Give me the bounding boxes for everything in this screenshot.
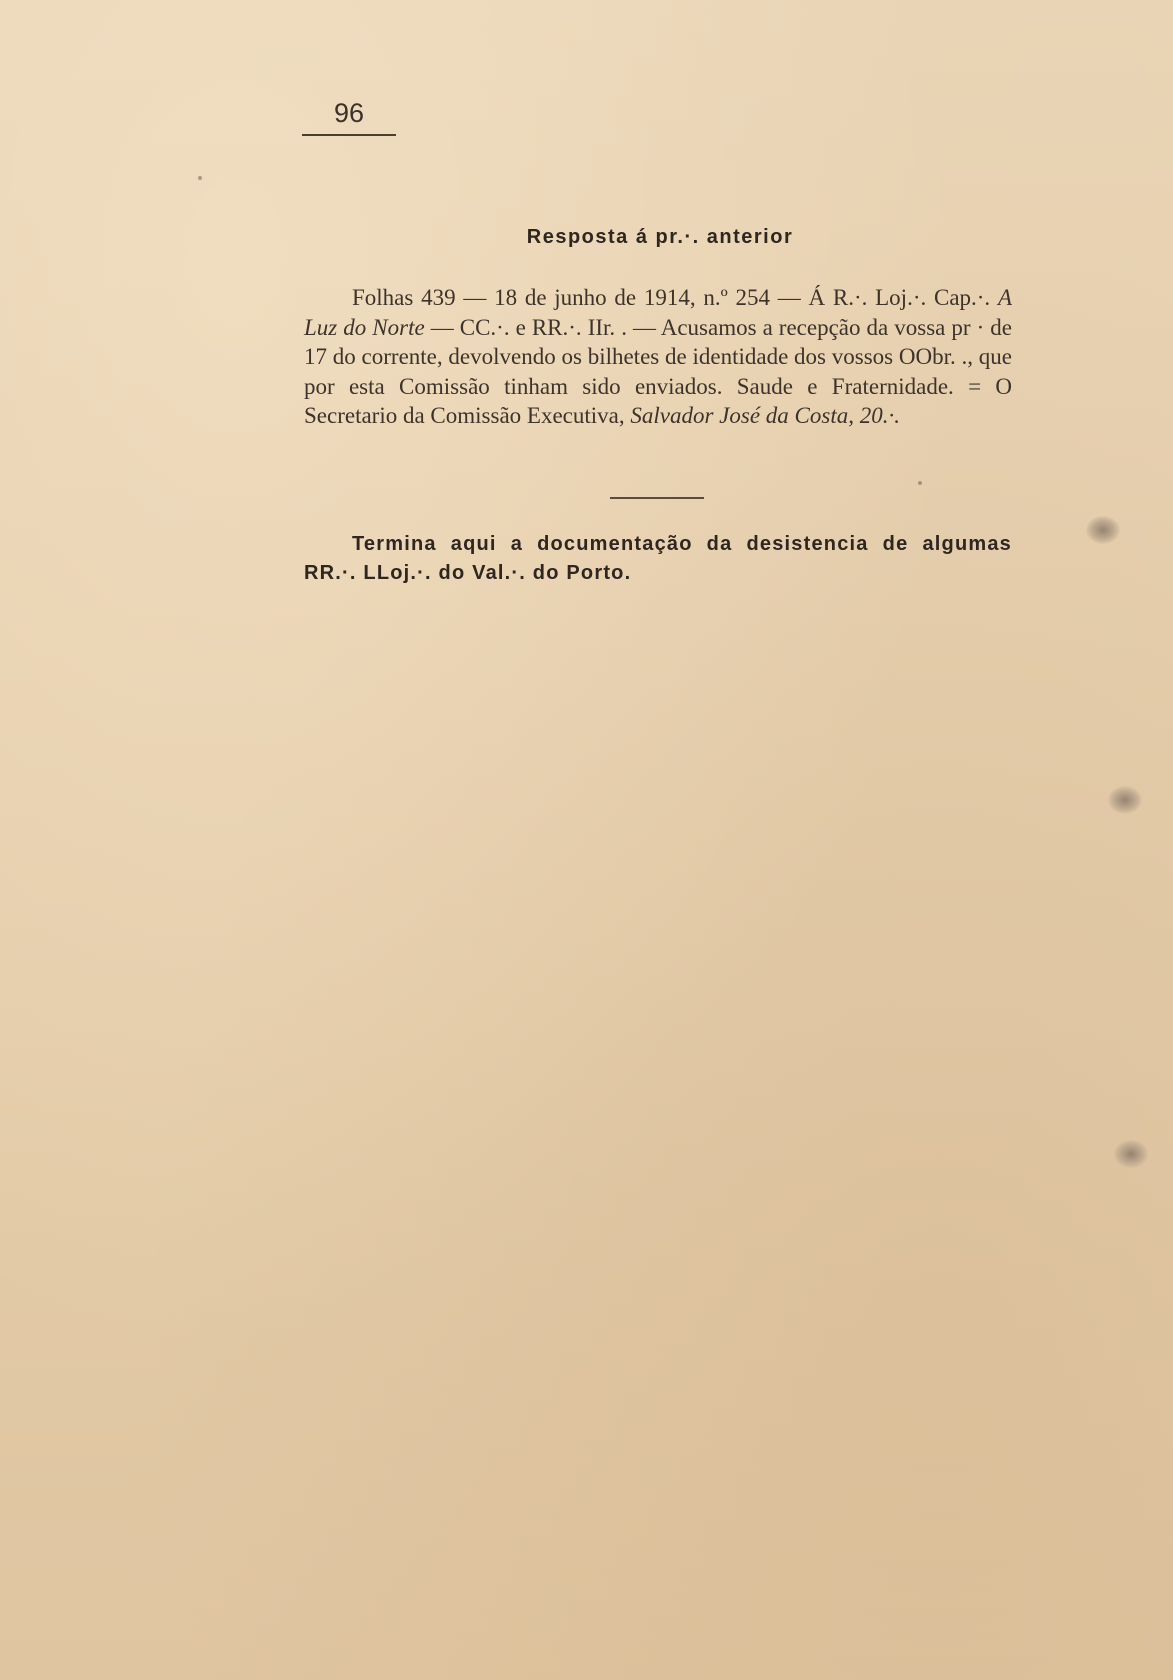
- letter-text-part2: — CC.·. e RR.·. IIr. . — Acusamos a recepção da vossa pr · de 17 do corrente, devolvendo os bilhetes de identidade dos vossos OObr. ., que por esta Comissão tinham sido enviados. Saude e Fraternidade. = O Secretario da Comissão Executiva,: [304, 314, 1012, 428]
- letter-paragraph: [304, 283, 1012, 431]
- section-separator: [610, 497, 704, 499]
- signatory-name: Salvador José da Costa, 20.·.: [630, 403, 900, 428]
- paper-speck: [198, 176, 202, 180]
- paper-speck: [918, 481, 922, 485]
- binding-hole-bottom: [1114, 1140, 1148, 1168]
- letter-text-part1: Folhas 439 — 18 de junho de 1914, n.º 254 — Á R.·. Loj.·. Cap.·.: [352, 285, 998, 310]
- closing-note-text: Termina aqui a documentação da desistencia de algumas RR.·. LLoj.·. do Val.·. do Porto.: [304, 533, 1012, 584]
- page-number-underline: [302, 134, 396, 136]
- page-number-container: [302, 96, 396, 130]
- section-heading: Resposta á pr.·. anterior: [526, 226, 794, 248]
- page-number: 96: [333, 98, 365, 128]
- lodge-name: A Luz do Norte: [304, 285, 1012, 340]
- binding-hole-middle: [1108, 786, 1142, 814]
- binding-hole-top: [1086, 516, 1120, 544]
- closing-note: [304, 530, 1012, 588]
